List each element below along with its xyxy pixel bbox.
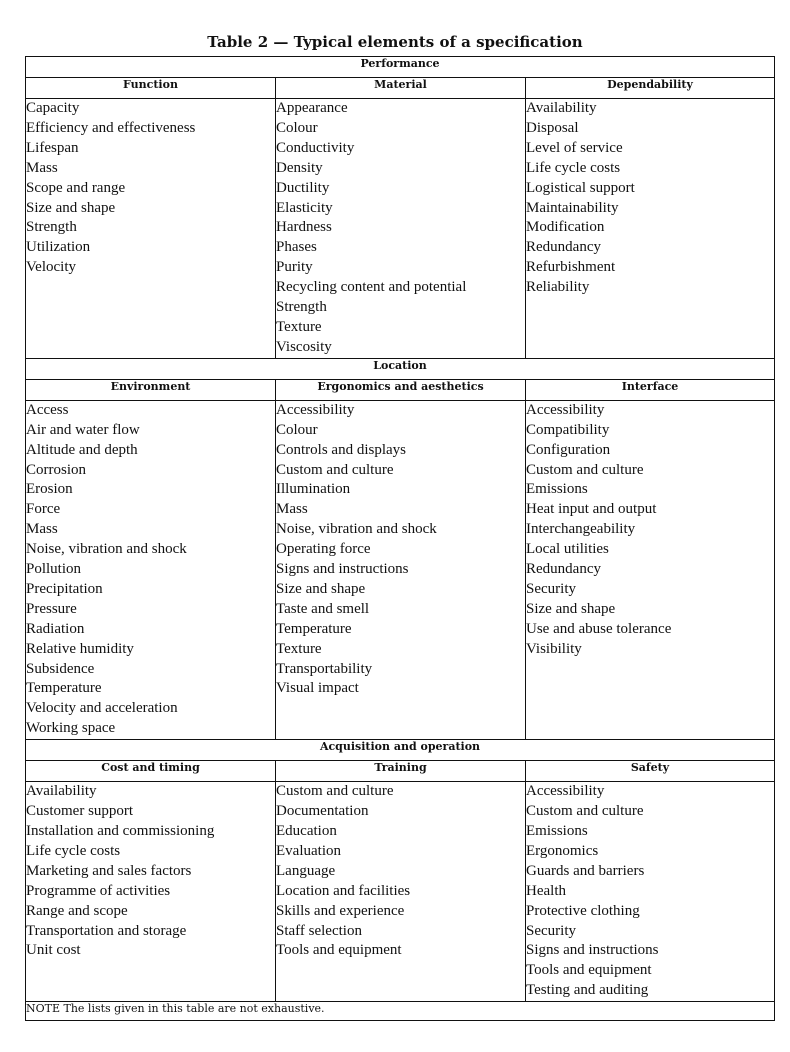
specification-table (25, 56, 775, 1021)
list-item: Texture (276, 318, 322, 335)
list-item: Utilization (26, 239, 91, 256)
column-header-row (26, 78, 775, 99)
list-item: Testing and auditing (526, 982, 649, 999)
list-item: Use and abuse tolerance (526, 620, 672, 637)
list-item: Force (26, 501, 61, 518)
list-item: Temperature (276, 620, 352, 637)
list-item: Language (276, 862, 336, 879)
list-item: Working space (26, 720, 116, 737)
list-item: Custom and culture (526, 803, 644, 820)
list-item: Noise, vibration and shock (26, 541, 187, 558)
note-row (26, 1002, 775, 1021)
list-item: Availability (26, 783, 97, 800)
list-item: Installation and commissioning (26, 823, 215, 839)
column-header: Training (276, 761, 526, 782)
list-item: Education (276, 823, 337, 839)
list-item: Tools and equipment (276, 942, 402, 959)
items-cell (526, 400, 775, 739)
list-item: Efficiency and effectiveness (26, 119, 196, 136)
item-list (26, 99, 275, 278)
list-item: Logistical support (526, 179, 635, 196)
list-item: Emissions (526, 823, 588, 839)
column-header: Dependability (526, 78, 775, 99)
list-item: Signs and instructions (526, 942, 659, 959)
list-item: Compatibility (526, 421, 610, 438)
list-item: Subsidence (26, 660, 95, 677)
list-item: Tools and equipment (526, 962, 652, 979)
items-cell (276, 99, 526, 359)
list-item: Velocity and acceleration (26, 700, 178, 717)
column-header: Safety (526, 761, 775, 782)
list-item: Location and facilities (276, 882, 411, 899)
list-item: Security (526, 922, 576, 939)
list-item: Programme of activities (26, 882, 171, 899)
list-item: Access (26, 401, 69, 418)
item-list (26, 401, 275, 739)
section-heading: Acquisition and operation (26, 740, 775, 761)
table-note: NOTE The lists given in this table are not exhaustive. (26, 1002, 775, 1021)
column-header-row (26, 379, 775, 400)
list-item: Ergonomics (526, 842, 599, 859)
list-item: Size and shape (276, 580, 366, 597)
list-item: Mass (26, 159, 58, 176)
list-item: Unit cost (26, 942, 81, 959)
list-item: Visibility (526, 640, 582, 657)
list-item: Conductivity (276, 139, 355, 156)
list-item: Purity (276, 259, 313, 276)
list-item: Emissions (526, 481, 588, 498)
list-item: Health (526, 882, 566, 899)
items-row (26, 782, 775, 1002)
list-item: Velocity (26, 259, 76, 276)
list-item: Mass (26, 521, 58, 538)
list-item: Capacity (26, 100, 80, 116)
list-item: Size and shape (526, 600, 616, 617)
list-item: Life cycle costs (26, 842, 121, 859)
section-row-performance (26, 57, 775, 78)
list-item: Evaluation (276, 842, 341, 859)
list-item: Appearance (276, 100, 348, 116)
item-list (526, 99, 774, 298)
list-item: Marketing and sales factors (26, 862, 192, 879)
list-item: Security (526, 580, 576, 597)
table-title: Table 2 — Typical elements of a specification (207, 33, 583, 51)
list-item: Customer support (26, 803, 134, 820)
list-item: Redundancy (526, 561, 601, 578)
list-item: Strength (26, 219, 77, 236)
list-item: Skills and experience (276, 902, 405, 919)
list-item: Accessibility (526, 401, 605, 418)
list-item: Custom and culture (276, 783, 394, 800)
list-item: Maintainability (526, 199, 619, 216)
items-row (26, 99, 775, 359)
list-item: Redundancy (526, 239, 601, 256)
list-item: Air and water flow (26, 421, 140, 438)
list-item: Reliability (526, 279, 590, 296)
list-item: Accessibility (276, 401, 355, 418)
list-item: Noise, vibration and shock (276, 521, 437, 538)
list-item: Size and shape (26, 199, 116, 216)
list-item: Recycling content and potential (276, 279, 467, 296)
item-list (276, 99, 525, 358)
items-row (26, 400, 775, 739)
list-item: Density (276, 159, 323, 176)
section-heading: Performance (26, 57, 775, 78)
list-item: Strength (276, 299, 327, 316)
column-header: Ergonomics and aesthetics (276, 379, 526, 400)
list-item: Local utilities (526, 541, 609, 558)
item-list (276, 401, 525, 700)
list-item: Custom and culture (526, 461, 644, 478)
item-list (26, 782, 275, 961)
list-item: Guards and barriers (526, 862, 645, 879)
list-item: Signs and instructions (276, 561, 409, 578)
list-item: Transportation and storage (26, 922, 187, 939)
list-item: Pressure (26, 600, 77, 617)
column-header: Cost and timing (26, 761, 276, 782)
items-cell (526, 99, 775, 359)
list-item: Refurbishment (526, 259, 616, 276)
list-item: Transportability (276, 660, 373, 677)
list-item: Phases (276, 239, 317, 256)
section-row-acquisition (26, 740, 775, 761)
list-item: Viscosity (276, 338, 332, 355)
items-cell (526, 782, 775, 1002)
item-list (276, 782, 525, 961)
list-item: Staff selection (276, 922, 362, 939)
list-item: Documentation (276, 803, 369, 820)
list-item: Operating force (276, 541, 371, 558)
column-header: Environment (26, 379, 276, 400)
list-item: Altitude and depth (26, 441, 138, 458)
column-header: Function (26, 78, 276, 99)
list-item: Range and scope (26, 902, 128, 919)
list-item: Texture (276, 640, 322, 657)
list-item: Interchangeability (526, 521, 636, 538)
item-list (526, 782, 774, 1001)
list-item: Erosion (26, 481, 73, 498)
column-header-row (26, 761, 775, 782)
list-item: Visual impact (276, 680, 359, 697)
list-item: Relative humidity (26, 640, 134, 657)
items-cell (276, 400, 526, 739)
items-cell (26, 400, 276, 739)
list-item: Colour (276, 421, 318, 438)
list-item: Availability (526, 100, 597, 116)
list-item: Pollution (26, 561, 82, 578)
list-item: Hardness (276, 219, 332, 236)
list-item: Elasticity (276, 199, 333, 216)
list-item: Lifespan (26, 139, 79, 156)
list-item: Heat input and output (526, 501, 657, 518)
items-cell (26, 99, 276, 359)
list-item: Scope and range (26, 179, 126, 196)
list-item: Controls and displays (276, 441, 406, 458)
list-item: Modification (526, 219, 605, 236)
list-item: Level of service (526, 139, 623, 156)
list-item: Radiation (26, 620, 85, 637)
item-list (526, 401, 774, 660)
list-item: Mass (276, 501, 308, 518)
column-header: Material (276, 78, 526, 99)
list-item: Precipitation (26, 580, 103, 597)
items-cell (276, 782, 526, 1002)
list-item: Colour (276, 119, 318, 136)
list-item: Illumination (276, 481, 351, 498)
list-item: Taste and smell (276, 600, 370, 617)
list-item: Corrosion (26, 461, 86, 478)
list-item: Ductility (276, 179, 330, 196)
list-item: Disposal (526, 119, 579, 136)
items-cell (26, 782, 276, 1002)
section-row-location (26, 358, 775, 379)
list-item: Protective clothing (526, 902, 640, 919)
list-item: Accessibility (526, 783, 605, 800)
section-heading: Location (26, 358, 775, 379)
column-header: Interface (526, 379, 775, 400)
list-item: Custom and culture (276, 461, 394, 478)
list-item: Life cycle costs (526, 159, 621, 176)
list-item: Temperature (26, 680, 102, 697)
list-item: Configuration (526, 441, 611, 458)
